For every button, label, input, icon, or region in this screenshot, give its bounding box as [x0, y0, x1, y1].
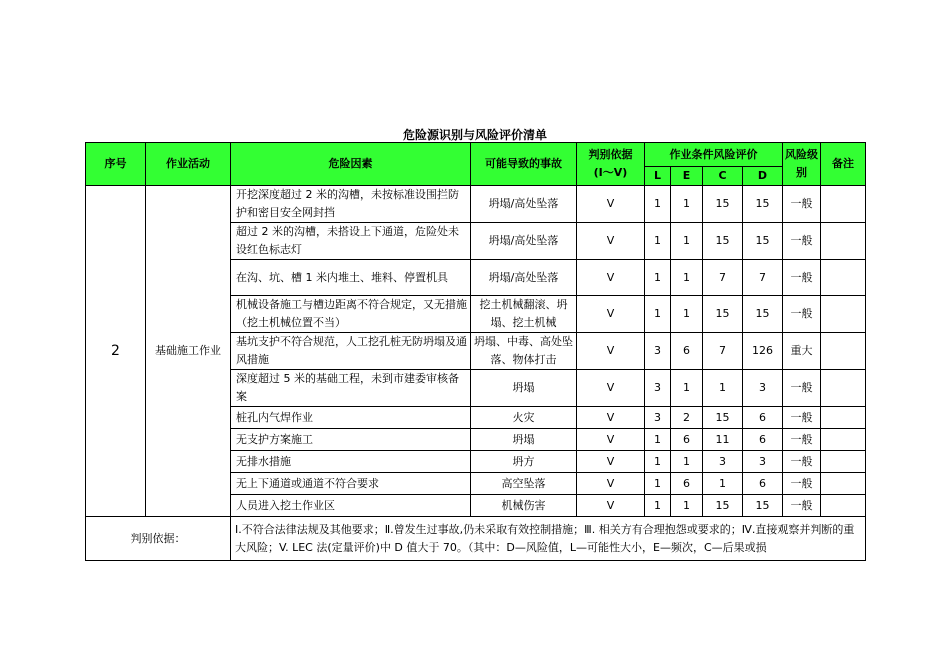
- c-cell: 1: [703, 473, 743, 495]
- level-cell: 一般: [783, 260, 821, 296]
- basis-cell: V: [577, 407, 645, 429]
- level-cell: 一般: [783, 186, 821, 223]
- level-cell: 一般: [783, 223, 821, 260]
- d-cell: 6: [743, 429, 783, 451]
- basis-cell: V: [577, 223, 645, 260]
- e-cell: 1: [671, 370, 703, 407]
- e-cell: 6: [671, 333, 703, 370]
- accident-cell: 坍塌: [471, 429, 577, 451]
- l-cell: 3: [645, 333, 671, 370]
- header-level: 风险级别: [783, 143, 821, 186]
- c-cell: 15: [703, 186, 743, 223]
- accident-cell: 坍塌/高处坠落: [471, 223, 577, 260]
- remark-cell: [821, 296, 866, 333]
- basis-cell: V: [577, 473, 645, 495]
- d-cell: 15: [743, 296, 783, 333]
- level-cell: 一般: [783, 370, 821, 407]
- remark-cell: [821, 260, 866, 296]
- d-cell: 6: [743, 407, 783, 429]
- footer-label: 判别依据：: [86, 517, 231, 561]
- l-cell: 3: [645, 370, 671, 407]
- remark-cell: [821, 451, 866, 473]
- e-cell: 1: [671, 495, 703, 517]
- header-lec: 作业条件风险评价: [645, 143, 783, 167]
- d-cell: 3: [743, 451, 783, 473]
- e-cell: 1: [671, 260, 703, 296]
- hazard-cell: 在沟、坑、槽 1 米内堆土、堆料、停置机具: [231, 260, 471, 296]
- header-hazard: 危险因素: [231, 143, 471, 186]
- header-C: C: [703, 167, 743, 186]
- l-cell: 1: [645, 429, 671, 451]
- c-cell: 3: [703, 451, 743, 473]
- level-cell: 一般: [783, 473, 821, 495]
- accident-cell: 坍塌/高处坠落: [471, 186, 577, 223]
- remark-cell: [821, 370, 866, 407]
- l-cell: 1: [645, 296, 671, 333]
- header-accident: 可能导致的事故: [471, 143, 577, 186]
- accident-cell: 高空坠落: [471, 473, 577, 495]
- footer-row: [86, 517, 866, 561]
- e-cell: 1: [671, 186, 703, 223]
- accident-cell: 坍塌、中毒、高处坠落、物体打击: [471, 333, 577, 370]
- e-cell: 6: [671, 429, 703, 451]
- hazard-cell: 桩孔内气焊作业: [231, 407, 471, 429]
- accident-cell: 坍塌: [471, 370, 577, 407]
- c-cell: 7: [703, 333, 743, 370]
- header-L: L: [645, 167, 671, 186]
- basis-cell: V: [577, 260, 645, 296]
- footer-text: Ⅰ.不符合法律法规及其他要求；Ⅱ.曾发生过事故,仍未采取有效控制措施；Ⅲ. 相关方有合理抱怨或要求的；Ⅳ.直接观察并判断的重大风险；V. LEC 法(定量评价)中 D 值大于 70。（其中：D—风险值，L—可能性大小，E—频次，C—后果或损: [231, 517, 866, 561]
- group-activity: 基础施工作业: [146, 186, 231, 517]
- header-activity: 作业活动: [146, 143, 231, 186]
- hazard-cell: 开挖深度超过 2 米的沟槽，未按标准设围拦防护和密目安全网封挡: [231, 186, 471, 223]
- c-cell: 1: [703, 370, 743, 407]
- d-cell: 7: [743, 260, 783, 296]
- accident-cell: 火灾: [471, 407, 577, 429]
- table-body: [86, 186, 866, 517]
- l-cell: 1: [645, 495, 671, 517]
- basis-cell: V: [577, 495, 645, 517]
- remark-cell: [821, 333, 866, 370]
- d-cell: 126: [743, 333, 783, 370]
- header-row: [86, 143, 866, 167]
- hazard-cell: 超过 2 米的沟槽，未搭设上下通道，危险处未设红色标志灯: [231, 223, 471, 260]
- header-basis-range: (I～V): [593, 166, 628, 179]
- hazard-cell: 人员进入挖土作业区: [231, 495, 471, 517]
- basis-cell: V: [577, 429, 645, 451]
- basis-cell: V: [577, 451, 645, 473]
- basis-cell: V: [577, 370, 645, 407]
- e-cell: 2: [671, 407, 703, 429]
- remark-cell: [821, 495, 866, 517]
- header-remark: 备注: [821, 143, 866, 186]
- risk-table: [85, 142, 866, 561]
- e-cell: 6: [671, 473, 703, 495]
- remark-cell: [821, 223, 866, 260]
- accident-cell: 坍塌/高处坠落: [471, 260, 577, 296]
- level-cell: 重大: [783, 333, 821, 370]
- e-cell: 1: [671, 296, 703, 333]
- accident-cell: 挖土机械翻滚、坍塌、挖土机械: [471, 296, 577, 333]
- l-cell: 1: [645, 223, 671, 260]
- l-cell: 1: [645, 473, 671, 495]
- header-basis: [577, 143, 645, 186]
- e-cell: 1: [671, 451, 703, 473]
- accident-cell: 机械伤害: [471, 495, 577, 517]
- hazard-cell: 深度超过 5 米的基础工程，未到市建委审核备案: [231, 370, 471, 407]
- l-cell: 3: [645, 407, 671, 429]
- d-cell: 3: [743, 370, 783, 407]
- c-cell: 7: [703, 260, 743, 296]
- remark-cell: [821, 186, 866, 223]
- remark-cell: [821, 429, 866, 451]
- l-cell: 1: [645, 260, 671, 296]
- c-cell: 15: [703, 296, 743, 333]
- basis-cell: V: [577, 333, 645, 370]
- hazard-cell: 无支护方案施工: [231, 429, 471, 451]
- hazard-cell: 无上下通道或通道不符合要求: [231, 473, 471, 495]
- basis-cell: V: [577, 296, 645, 333]
- header-seq: 序号: [86, 143, 146, 186]
- hazard-cell: 基坑支护不符合规范，人工挖孔桩无防坍塌及通风措施: [231, 333, 471, 370]
- level-cell: 一般: [783, 296, 821, 333]
- level-cell: 一般: [783, 451, 821, 473]
- c-cell: 11: [703, 429, 743, 451]
- c-cell: 15: [703, 407, 743, 429]
- header-D: D: [743, 167, 783, 186]
- group-seq: 2: [86, 186, 146, 517]
- remark-cell: [821, 473, 866, 495]
- basis-cell: V: [577, 186, 645, 223]
- hazard-cell: 机械设备施工与槽边距离不符合规定，又无措施（挖土机械位置不当）: [231, 296, 471, 333]
- level-cell: 一般: [783, 407, 821, 429]
- header-E: E: [671, 167, 703, 186]
- document-title: 危险源识别与风险评价清单: [402, 128, 547, 142]
- hazard-cell: 无排水措施: [231, 451, 471, 473]
- accident-cell: 坍方: [471, 451, 577, 473]
- l-cell: 1: [645, 186, 671, 223]
- d-cell: 6: [743, 473, 783, 495]
- header-basis-label: 判别依据: [588, 148, 633, 161]
- l-cell: 1: [645, 451, 671, 473]
- d-cell: 15: [743, 223, 783, 260]
- level-cell: 一般: [783, 429, 821, 451]
- remark-cell: [821, 407, 866, 429]
- table-row: [86, 186, 866, 223]
- c-cell: 15: [703, 495, 743, 517]
- d-cell: 15: [743, 495, 783, 517]
- e-cell: 1: [671, 223, 703, 260]
- d-cell: 15: [743, 186, 783, 223]
- level-cell: 一般: [783, 495, 821, 517]
- c-cell: 15: [703, 223, 743, 260]
